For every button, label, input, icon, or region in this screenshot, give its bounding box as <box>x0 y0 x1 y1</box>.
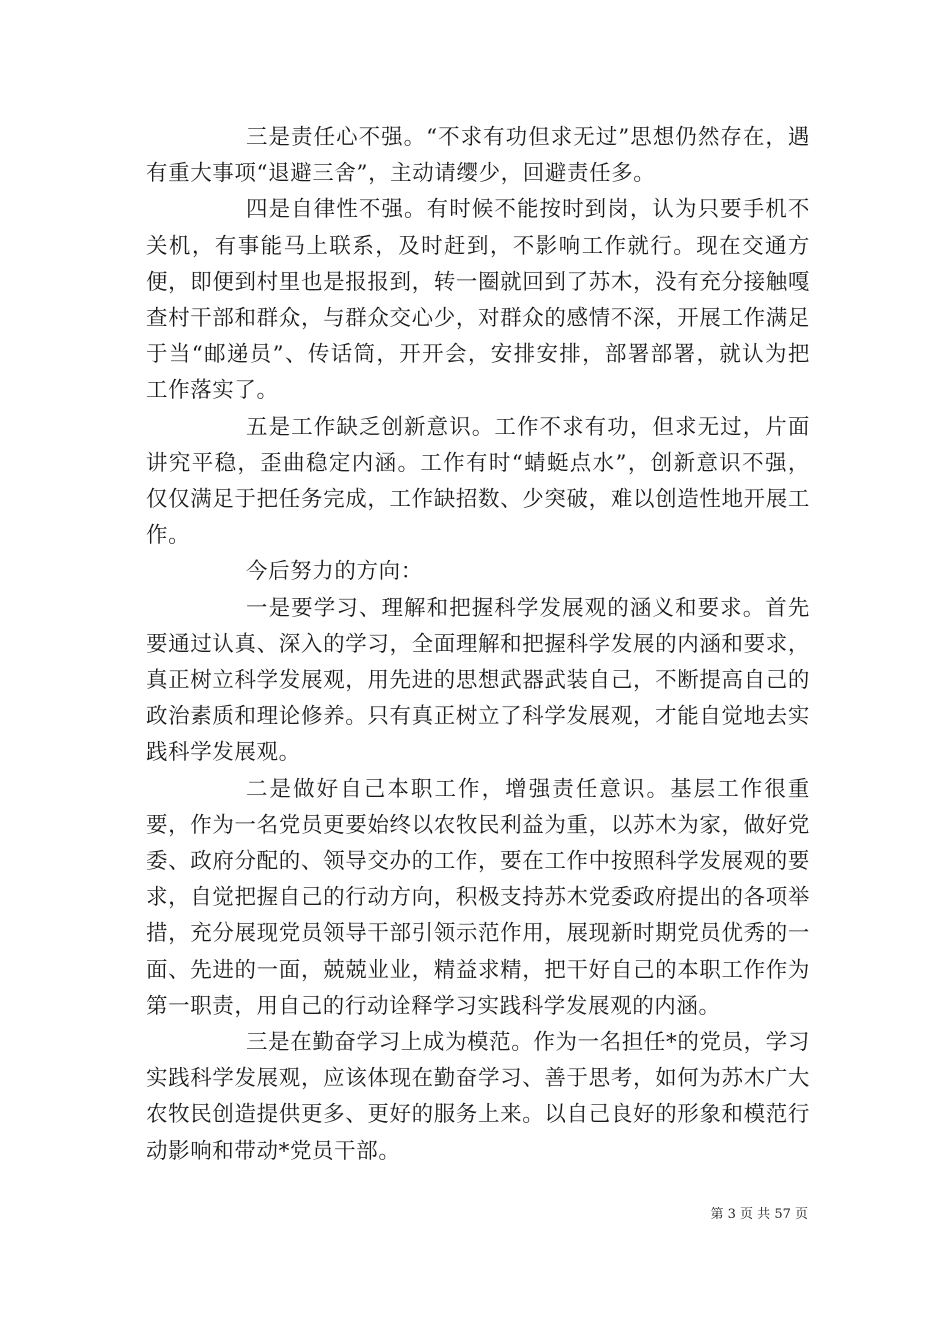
paragraph-future-direction-heading: 今后努力的方向： <box>246 559 423 585</box>
page-number-footer: 第 3 页 共 57 页 <box>710 1207 808 1222</box>
paragraph-own-work: 二是做好自己本职工作，增强责任意识。基层工作很重要，作为一名党员更要始终以农牧民利益为重，以苏木为家，做好党委、政府分配的、领导交办的工作，要在工作中按照科学发展观的要求，自觉把握自己的行动方向，积极支持苏木党委政府提出的各项举措，充分展现党员领导干部引领示范作用，展现新时期党员优秀的一面、先进的一面，兢兢业业，精益求精，把干好自己的本职工作作为第一职责，用自己的行动诠释学习实践科学发展观的内涵。 <box>146 776 810 1019</box>
document-body <box>146 120 810 1170</box>
paragraph-responsibility: 三是责任心不强。“不求有功但求无过”思想仍然存在，遇有重大事项“退避三舍”，主动请缨少，回避责任多。 <box>146 125 810 187</box>
paragraph-innovation: 五是工作缺乏创新意识。工作不求有功，但求无过，片面讲究平稳，歪曲稳定内涵。工作有时“蜻蜓点水”，创新意识不强，仅仅满足于把任务完成，工作缺招数、少突破，难以创造性地开展工作。 <box>146 414 810 549</box>
paragraph-self-discipline: 四是自律性不强。有时候不能按时到岗，认为只要手机不关机，有事能马上联系，及时赶到，不影响工作就行。现在交通方便，即便到村里也是报报到，转一圈就回到了苏木，没有充分接触嘎查村干部和群众，与群众交心少，对群众的感情不深，开展工作满足于当“邮递员”、传话筒，开开会，安排安排，部署部署，就认为把工作落实了。 <box>146 197 810 404</box>
paragraph-diligent-study: 三是在勤奋学习上成为模范。作为一名担任*的党员，学习实践科学发展观，应该体现在勤奋学习、善于思考，如何为苏木广大农牧民创造提供更多、更好的服务上来。以自己良好的形象和模范行动影响和带动*党员干部。 <box>146 1030 810 1164</box>
paragraph-study-science: 一是要学习、理解和把握科学发展观的涵义和要求。首先要通过认真、深入的学习，全面理解和把握科学发展的内涵和要求，真正树立科学发展观，用先进的思想武器武装自己，不断提高自己的政治素质和理论修养。只有真正树立了科学发展观，才能自觉地去实践科学发展观。 <box>146 595 810 766</box>
